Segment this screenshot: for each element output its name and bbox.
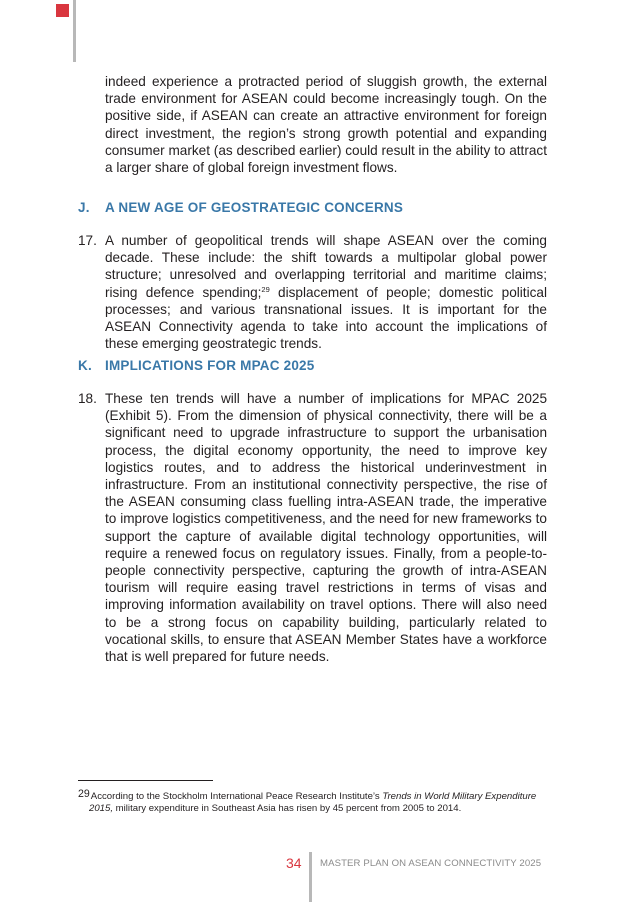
footnote <box>78 788 547 816</box>
footnote-reference: 29 <box>261 284 270 294</box>
footnote-text-before: According to the Stockholm International Peace Research Institute’s <box>90 791 383 802</box>
paragraph-text-part2: displacement of people; domestic political processes; and various transnational issues. It is important for the ASEAN Connectivity agenda to take into account the implications of these emerging geostrategic trends. <box>105 284 547 352</box>
footnote-italic-year: 2015, <box>89 803 114 815</box>
footnote-line2 <box>78 803 461 814</box>
section-letter: K. <box>78 358 92 373</box>
corner-accent-square <box>56 4 69 17</box>
footnote-separator <box>78 780 213 781</box>
section-letter: J. <box>78 200 90 215</box>
section-heading-j <box>78 200 403 215</box>
footnote-marker: 29 <box>78 788 90 800</box>
paragraph-number: 18. <box>78 391 97 406</box>
page-number: 34 <box>286 855 302 871</box>
footer-vertical-rule <box>309 852 312 902</box>
footer-document-title: MASTER PLAN ON ASEAN CONNECTIVITY 2025 <box>320 858 542 869</box>
continued-paragraph: indeed experience a protracted period of sluggish growth, the external trade environment for ASEAN could become increasingly tough. On the positive side, if ASEAN can create an attractive environment for foreign direct investment, the region’s strong growth potential and expanding consumer market (as described earlier) could result in the ability to attract a larger share of global foreign investment flows. <box>105 74 547 176</box>
section-heading-k <box>78 358 314 373</box>
section-title: IMPLICATIONS FOR MPAC 2025 <box>105 358 315 373</box>
footnote-text-after: military expenditure in Southeast Asia has risen by 45 percent from 2005 to 2014. <box>113 803 462 815</box>
section-title: A NEW AGE OF GEOSTRATEGIC CONCERNS <box>105 200 404 215</box>
paragraph-text-part1: A number of geopolitical trends will shape ASEAN over the coming decade. These include: the shift towards a multipolar global power structure; unresolved and overlapping territorial and maritime claims; rising defence spending; <box>105 233 547 300</box>
paragraph-text: These ten trends will have a number of implications for MPAC 2025 (Exhibit 5). From the dimension of physical connectivity, there will be a significant need to upgrade infrastructure to support the urbanisation process, the digital economy opportunity, the need to improve key logistics routes, and to address the historical underinvestment in infrastructure. From an institutional connectivity perspective, the rise of the ASEAN consuming class fuelling intra-ASEAN trade, the imperative to improve logistics competitiveness, and the need for new frameworks to support the capture of available digital technology opportunities, will require a renewed focus on regulatory issues. Finally, from a people-to-people connectivity perspective, capturing the growth of intra-ASEAN tourism will require easing travel restrictions in terms of visas and improving information availability on travel options. There will also need to be a strong focus on capability building, particularly related to vocational skills, to ensure that ASEAN Member States have a workforce that is well prepared for future needs. <box>105 391 547 665</box>
paragraph-number: 17. <box>78 233 97 248</box>
corner-vertical-rule <box>73 0 76 62</box>
paragraph-text <box>105 232 547 352</box>
footnote-italic-title: Trends in World Military Expenditure <box>382 791 537 802</box>
